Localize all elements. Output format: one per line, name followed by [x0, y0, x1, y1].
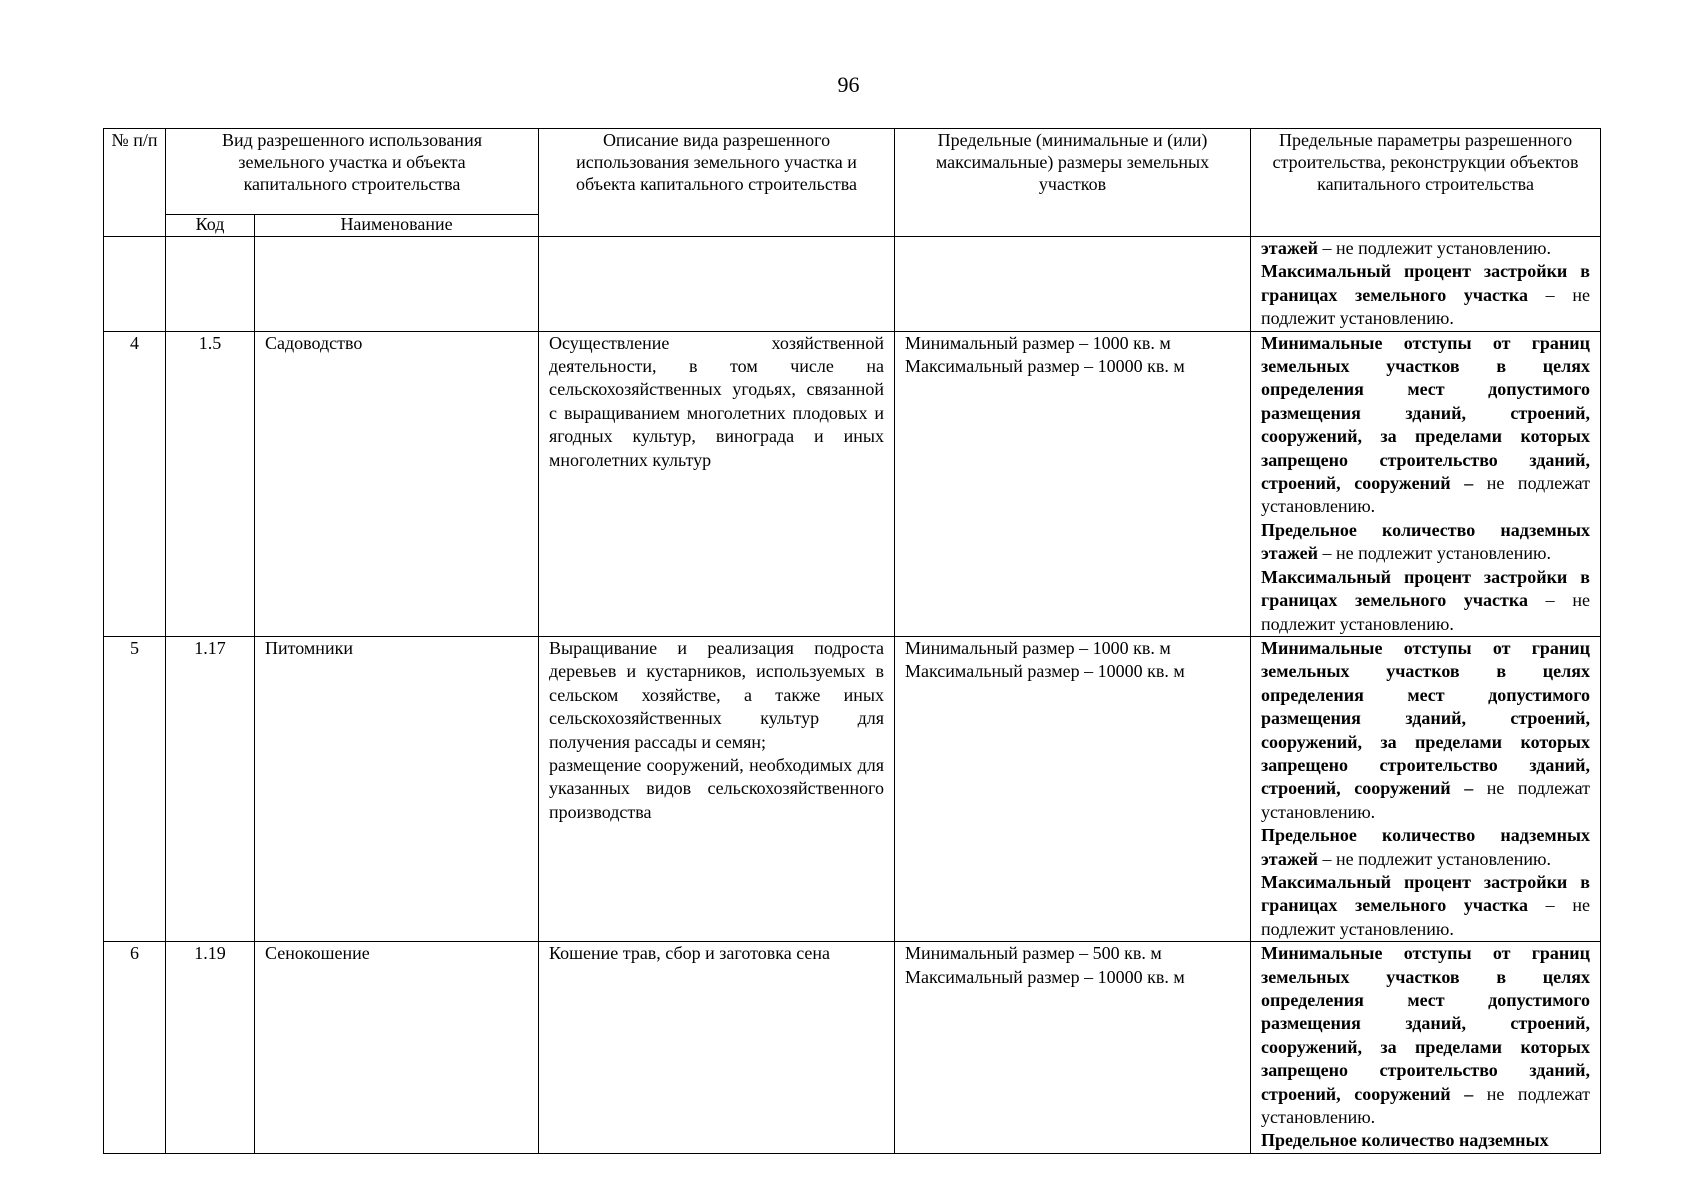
- row-sizes: Минимальный размер – 1000 кв. м Максимальный размер – 10000 кв. м: [895, 636, 1251, 941]
- table-row: [104, 636, 1601, 941]
- header-description: Описание вида разрешенного использования земельного участка и объекта капитального строительства: [539, 129, 895, 237]
- row-num: 4: [104, 331, 166, 636]
- params-cell: Минимальные отступы от границ земельных участков в целях определения мест допустимого размещения зданий, строений, сооружений, за пределами которых запрещено строительство зданий, строений, сооружений – не подлежат установлению. Предельное количество надземных: [1251, 942, 1601, 1154]
- land-use-table: [103, 128, 1601, 1154]
- header-name: Наименование: [255, 215, 539, 237]
- row-sizes: Минимальный размер – 500 кв. м Максимальный размер – 10000 кв. м: [895, 942, 1251, 1154]
- row-code: 1.19: [166, 942, 255, 1154]
- header-sizes: Предельные (минимальные и (или) максимальные) размеры земельных участков: [895, 129, 1251, 237]
- row-name: Питомники: [255, 636, 539, 941]
- row-num: 6: [104, 942, 166, 1154]
- header-num: № п/п: [104, 129, 166, 237]
- params-cell: Минимальные отступы от границ земельных участков в целях определения мест допустимого размещения зданий, строений, сооружений, за пределами которых запрещено строительство зданий, строений, сооружений – не подлежат установлению. Предельное количество надземных этажей – не подлежит установлению. Максимальный процент застройки в границах земельного участка – не подлежит установлению.: [1251, 331, 1601, 636]
- page-number: 96: [837, 72, 860, 97]
- row-name: Сенокошение: [255, 942, 539, 1154]
- row-num: 5: [104, 636, 166, 941]
- table-header: [104, 129, 1601, 237]
- row-code: 1.5: [166, 331, 255, 636]
- header-params: Предельные параметры разрешенного строительства, реконструкции объектов капитального строительства: [1251, 129, 1601, 237]
- table-row: [104, 331, 1601, 636]
- row-sizes: Минимальный размер – 1000 кв. м Максимальный размер – 10000 кв. м: [895, 331, 1251, 636]
- header-code: Код: [166, 215, 255, 237]
- row-description: Кошение трав, сбор и заготовка сена: [539, 942, 895, 1154]
- table-row: [104, 942, 1601, 1154]
- table-row: [104, 237, 1601, 332]
- params-cell: Минимальные отступы от границ земельных участков в целях определения мест допустимого размещения зданий, строений, сооружений, за пределами которых запрещено строительство зданий, строений, сооружений – не подлежат установлению. Предельное количество надземных этажей – не подлежит установлению. Максимальный процент застройки в границах земельного участка – не подлежит установлению.: [1251, 636, 1601, 941]
- params-cell: этажей – не подлежит установлению. Максимальный процент застройки в границах земельного участка – не подлежит установлению.: [1251, 237, 1601, 332]
- row-description: Осуществление хозяйственной деятельности, в том числе на сельскохозяйственных угодьях, связанной с выращиванием многолетних плодовых и ягодных культур, винограда и иных многолетних культур: [539, 331, 895, 636]
- header-vid-group: Вид разрешенного использования земельного участка и объекта капитального строительства: [166, 129, 539, 215]
- row-code: 1.17: [166, 636, 255, 941]
- row-name: Садоводство: [255, 331, 539, 636]
- row-description: Выращивание и реализация подроста деревьев и кустарников, используемых в сельском хозяйстве, а также иных сельскохозяйственных культур для получения рассады и семян; размещение сооружений, необходимых для указанных видов сельскохозяйственного производства: [539, 636, 895, 941]
